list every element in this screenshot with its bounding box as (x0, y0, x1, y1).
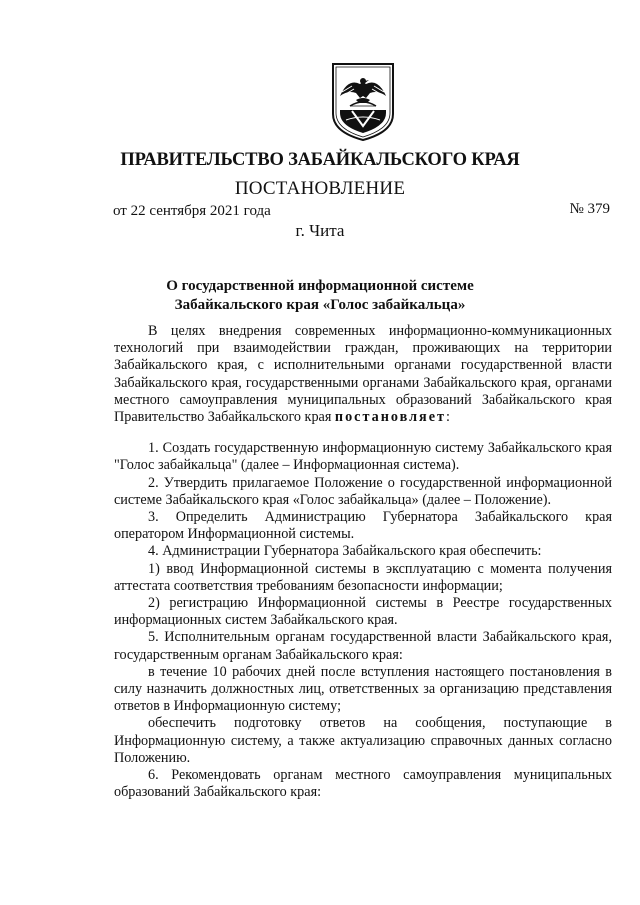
subject-line-2: Забайкальского края «Голос забайкальца» (174, 297, 466, 313)
clause-3: 3. Определить Администрацию Губернатора Забайкальского края оператором Информационной системы. (114, 509, 612, 543)
document-date: от 22 сентября 2021 года (113, 203, 271, 219)
document-number: № 379 (569, 201, 610, 217)
decision-word: постановляет (334, 409, 446, 426)
subject-line-1: О государственной информационной системе (166, 278, 474, 294)
document-body (114, 323, 612, 801)
preamble-text: В целях внедрения современных информационно-коммуникационных технологий при взаимодействии граждан, проживающих на территории Забайкальского края, с исполнительными органами государственной власти Забайкальского края, государственными органами Забайкальского края, органами местного самоуправления муниципальных образований Забайкальского края Правительство Забайкальского края (114, 323, 612, 426)
clause-5-item-1: в течение 10 рабочих дней после вступления настоящего постановления в силу назначить должностных лиц, ответственных за организацию представления ответов в Информационную систему; (114, 663, 612, 715)
clause-2: 2. Утвердить прилагаемое Положение о государственной информационной системе Забайкальского края «Голос забайкальца» (далее – Положение). (114, 474, 612, 508)
clause-4-item-1: 1) ввод Информационной системы в эксплуатацию с момента получения аттестата соответствия требованиям безопасности информации; (114, 560, 612, 594)
document-city: г. Чита (295, 221, 345, 240)
government-title: ПРАВИТЕЛЬСТВО ЗАБАЙКАЛЬСКОГО КРАЯ (120, 150, 520, 170)
clause-4: 4. Администрации Губернатора Забайкальского края обеспечить: (148, 543, 542, 560)
clause-6: 6. Рекомендовать органам местного самоуправления муниципальных образований Забайкальского края: (114, 767, 612, 801)
clause-4-item-2: 2) регистрацию Информационной системы в Реестре государственных информационных систем Забайкальского края. (114, 595, 612, 629)
document-type: ПОСТАНОВЛЕНИЕ (234, 178, 406, 199)
coat-of-arms-emblem (330, 62, 396, 142)
preamble-colon: : (446, 409, 450, 426)
clause-1: 1. Создать государственную информационную систему Забайкальского края "Голос забайкальца" (далее – Информационная система). (114, 440, 612, 474)
clause-5: 5. Исполнительным органам государственной власти Забайкальского края, государственным органам Забайкальского края: (114, 629, 612, 663)
preamble-paragraph (114, 323, 612, 426)
clause-5-item-2: обеспечить подготовку ответов на сообщения, поступающие в Информационную систему, а также актуализацию справочных данных согласно Положению. (114, 715, 612, 766)
document-subject (0, 277, 640, 315)
